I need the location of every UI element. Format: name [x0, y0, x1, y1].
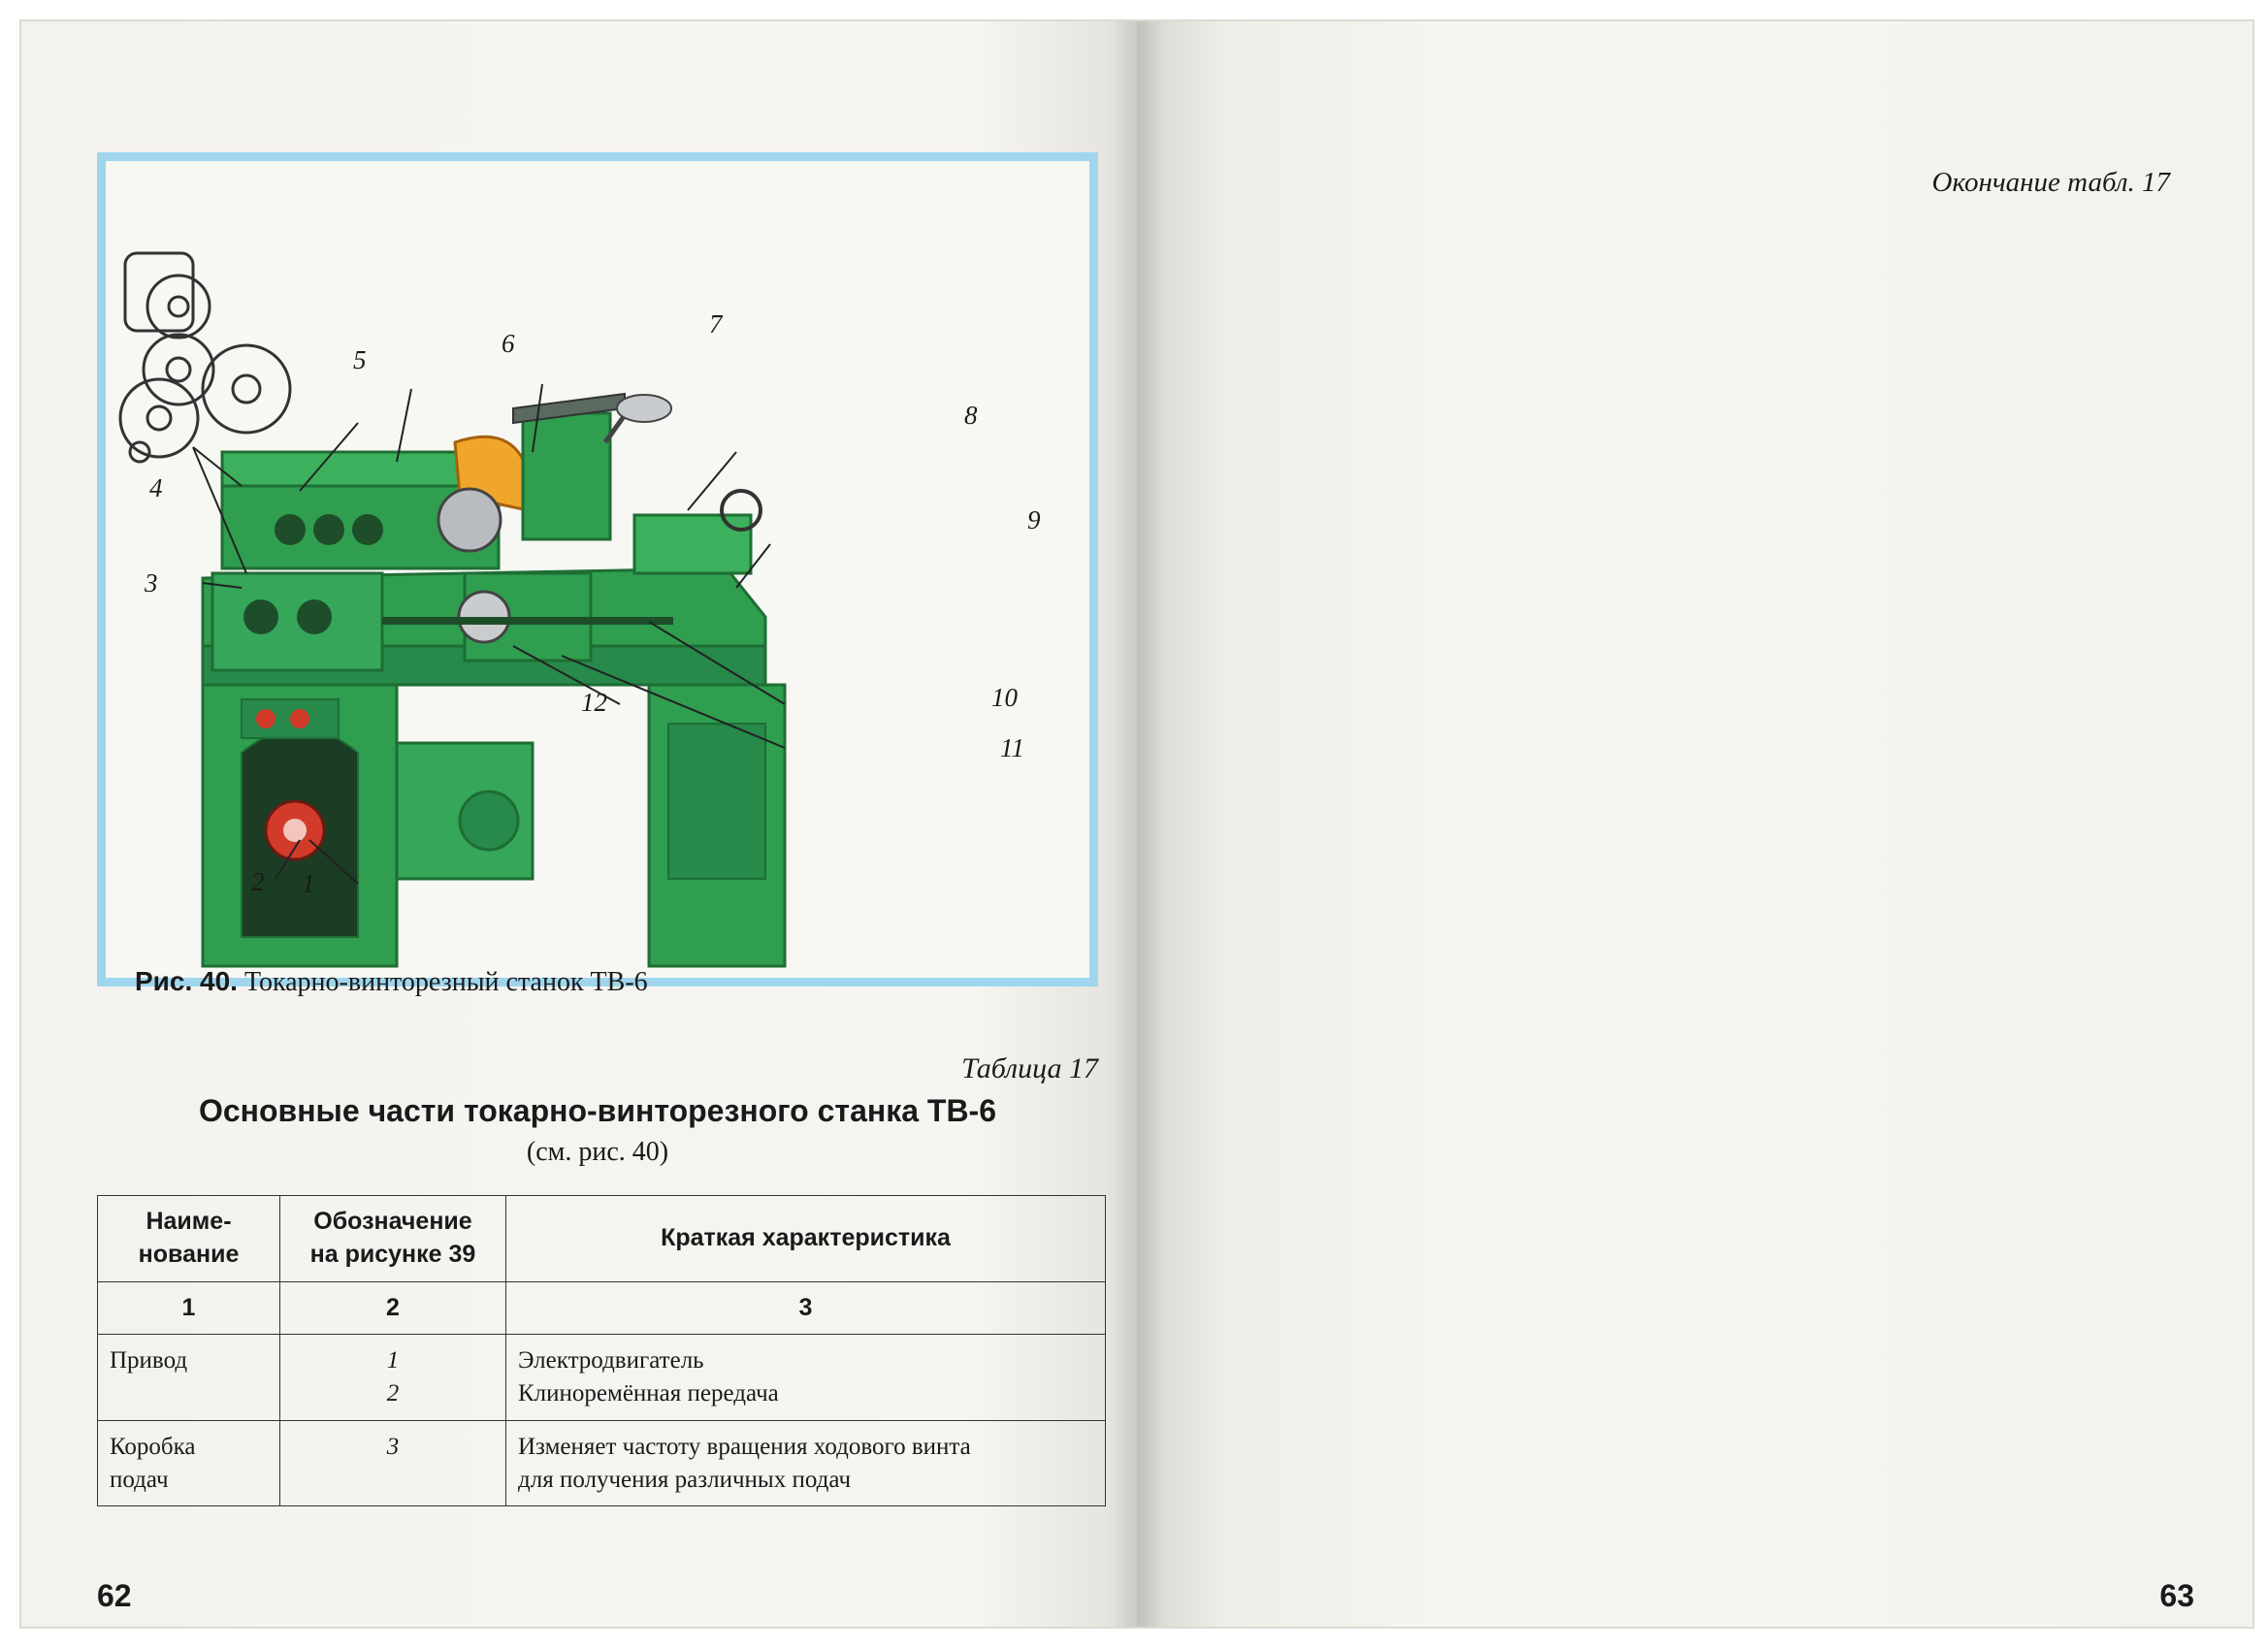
figure-caption [135, 966, 1085, 998]
header-description: Краткая характеристика [506, 1196, 1106, 1282]
right-page [1137, 21, 2252, 1627]
callout-8: 8 [964, 401, 978, 430]
callout-6: 6 [502, 329, 515, 358]
callout-1: 1 [302, 869, 315, 898]
header-name: Наиме- нование [98, 1196, 280, 1282]
caption-label: Рис. 40. [135, 966, 238, 996]
caption-text: Токарно-винторезный станок ТВ-6 [243, 967, 648, 997]
table-number-row: 1 2 3 [98, 1281, 1106, 1335]
callout-12: 12 [581, 688, 607, 717]
table-row: Коробка подач 3 Изменяет частоту вращения ходового винта для получения различных подач [98, 1420, 1106, 1506]
page-number-right: 63 [2159, 1578, 2194, 1613]
callout-5: 5 [353, 345, 367, 374]
callout-2: 2 [251, 867, 265, 896]
table-header-row [98, 1196, 1106, 1282]
callout-3: 3 [145, 568, 158, 598]
callout-9: 9 [1027, 505, 1041, 534]
callout-10: 10 [991, 683, 1018, 712]
table-title: Основные части токарно-винторезного станка ТВ-6 [198, 1093, 996, 1128]
table-subtitle: (см. рис. 40) [526, 1137, 669, 1167]
figure-lathe [97, 152, 1098, 997]
page-number-left: 62 [97, 1578, 132, 1613]
gear-train [120, 253, 290, 462]
callout-7: 7 [709, 309, 723, 339]
book-gutter [1108, 21, 1166, 1627]
callout-4: 4 [149, 473, 163, 502]
parts-table-start [97, 1195, 1106, 1506]
callout-11: 11 [1000, 733, 1024, 762]
table-label: Таблица 17 [961, 1052, 1098, 1084]
header-designation: Обозначение на рисунке 39 [280, 1196, 506, 1282]
book-spread [21, 21, 2252, 1627]
lathe-illustration [106, 161, 1089, 978]
table-continuation-label: Окончание табл. 17 [1931, 167, 2170, 198]
table-row: Привод 1 2 Электродвигатель Клиноремённая передача [98, 1335, 1106, 1421]
left-page [21, 21, 1137, 1627]
